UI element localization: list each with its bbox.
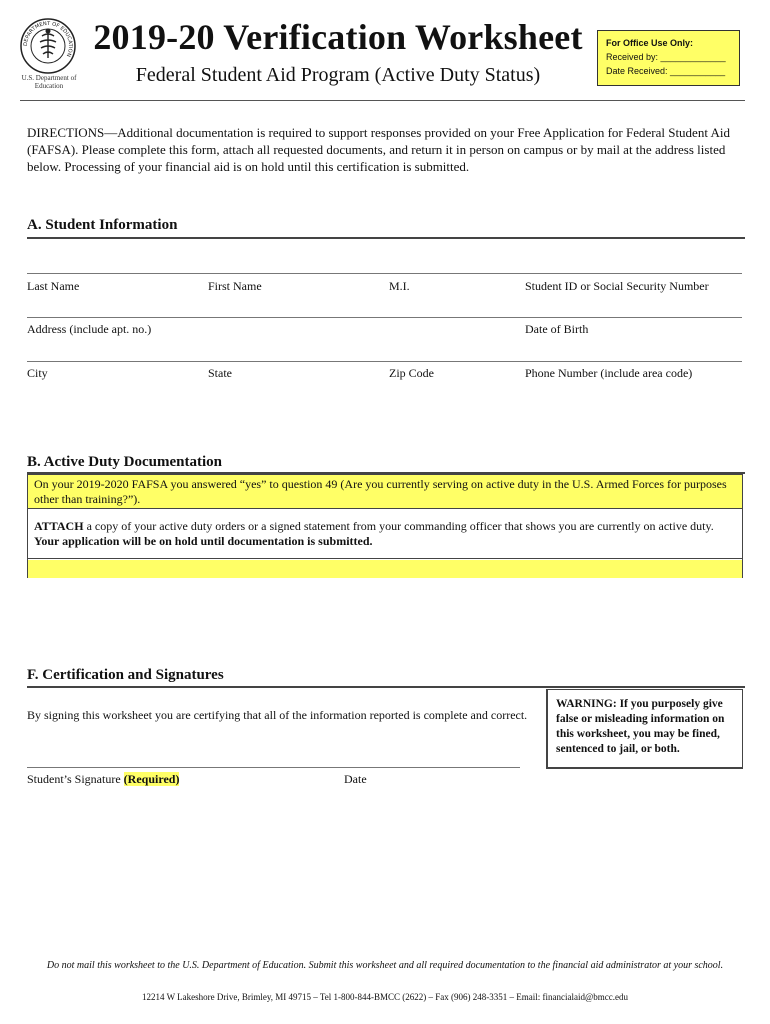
- active-duty-box: [27, 474, 743, 578]
- seal-ring-text: DEPARTMENT OF EDUCATION: [22, 20, 74, 58]
- address-label: Address (include apt. no.): [27, 322, 152, 336]
- signature-line[interactable]: [27, 767, 520, 768]
- attach-bold: ATTACH: [34, 519, 84, 533]
- student-id-label: Student ID or Social Security Number: [525, 279, 709, 293]
- date-received-field: Date Received: ___________: [606, 66, 726, 76]
- certification-statement: By signing this worksheet you are certifying that all of the information reported is complete and correct.: [27, 708, 528, 722]
- signature-label-wrap: [27, 772, 179, 787]
- directions-text: DIRECTIONS—Additional documentation is required to support responses provided on your Free Application for Federal Student Aid (FAFSA). Please complete this form, attach all requested documents, and return it in person on campus or by mail at the address listed below. Processing of your financial aid is on hold until this certification is submitted.: [27, 125, 730, 174]
- signature-label: Student’s Signature: [27, 772, 121, 786]
- footer-address: 12214 W Lakeshore Drive, Brimley, MI 49715 – Tel 1-800-844-BMCC (2622) – Fax (906) 248-3351 – Email: financialaid@bmcc.edu: [142, 992, 628, 1002]
- zip-code-label: Zip Code: [389, 366, 434, 380]
- state-label: State: [208, 366, 232, 380]
- required-badge: (Required): [123, 772, 180, 786]
- active-duty-response-area[interactable]: [28, 560, 742, 578]
- middle-initial-label: M.I.: [389, 279, 410, 293]
- section-f-rule: [27, 686, 745, 688]
- signature-date-label: Date: [344, 772, 367, 786]
- attach-text: a copy of your active duty orders or a signed statement from your commanding officer that shows you are currently on active duty.: [83, 519, 714, 533]
- active-duty-question: On your 2019-2020 FAFSA you answered “yes” to question 49 (Are you currently serving on active duty in the U.S. Armed Forces for purposes other than training?”).: [28, 475, 742, 509]
- city-row-line[interactable]: [27, 361, 742, 362]
- page-title: 2019-20 Verification Worksheet: [93, 17, 583, 57]
- seal-caption: U.S. Department of Education: [21, 74, 77, 90]
- header-divider: [20, 100, 745, 101]
- footer-note: Do not mail this worksheet to the U.S. Department of Education. Submit this worksheet and all required documentation to the financial aid administrator at your school.: [46, 960, 724, 971]
- office-use-heading: For Office Use Only:: [606, 38, 694, 48]
- office-use-box: [597, 30, 740, 86]
- section-f-title: F. Certification and Signatures: [27, 667, 224, 683]
- first-name-label: First Name: [208, 279, 262, 293]
- hold-note: Your application will be on hold until documentation is submitted.: [34, 534, 373, 548]
- section-b-title: B. Active Duty Documentation: [27, 454, 222, 470]
- page-subtitle: Federal Student Aid Program (Active Duty Status): [135, 64, 541, 86]
- section-a-title: A. Student Information: [27, 217, 178, 233]
- received-by-field: Received by: _____________: [606, 52, 726, 62]
- department-seal-icon: [20, 18, 76, 74]
- name-row-line[interactable]: [27, 273, 742, 274]
- attach-instructions: [28, 509, 742, 559]
- phone-number-label: Phone Number (include area code): [525, 366, 693, 380]
- warning-box: WARNING: If you purposely give false or misleading information on this worksheet, you may be fined, sentenced to jail, or both.: [546, 689, 743, 769]
- section-a-rule: [27, 237, 745, 239]
- date-of-birth-label: Date of Birth: [525, 322, 589, 336]
- address-row-line[interactable]: [27, 317, 742, 318]
- last-name-label: Last Name: [27, 279, 80, 293]
- city-label: City: [27, 366, 48, 380]
